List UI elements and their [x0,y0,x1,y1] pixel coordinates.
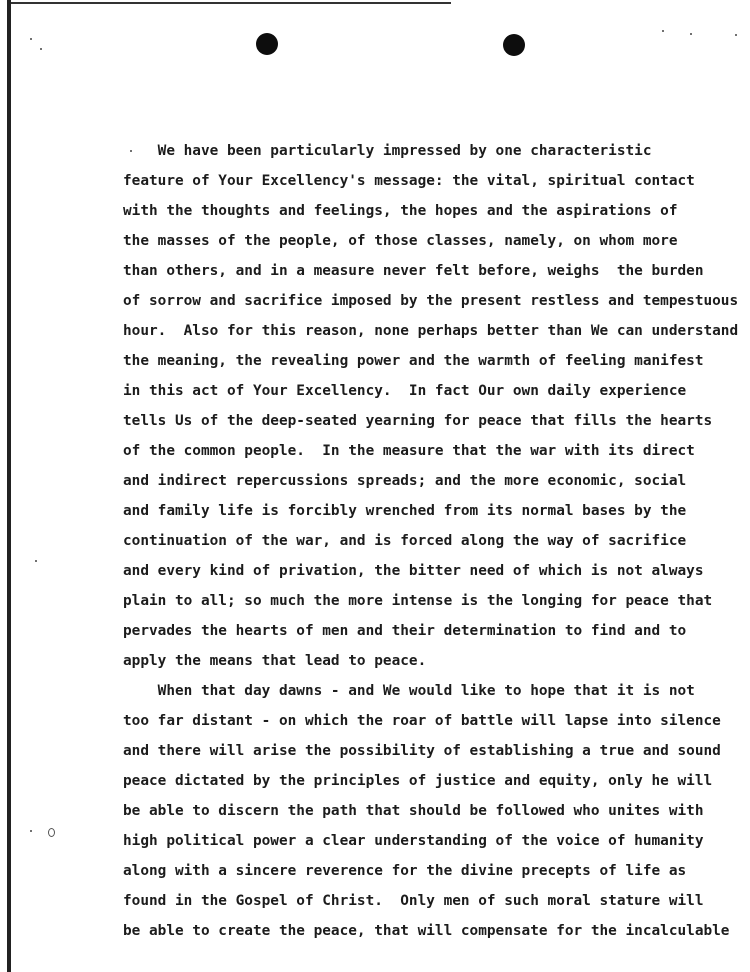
punch-hole-left [256,33,278,55]
speck [35,560,37,562]
text-line: high political power a clear understanding of the voice of humanity [123,833,704,849]
text-line: the meaning, the revealing power and the warmth of feeling manifest [123,353,704,369]
margin-mark [48,828,55,837]
text-line: found in the Gospel of Christ. Only men of such moral stature will [123,893,704,909]
page-left-edge [7,0,11,972]
text-line: and indirect repercussions spreads; and the more economic, social [123,473,687,489]
text-line: with the thoughts and feelings, the hopes and the aspirations of [123,203,678,219]
text-line: We have been particularly impressed by one characteristic [123,143,652,159]
page-top-edge [11,2,451,4]
punch-hole-right [503,34,525,56]
text-line: When that day dawns - and We would like to hope that it is not [123,683,695,699]
text-line: too far distant - on which the roar of battle will lapse into silence [123,713,721,729]
text-line: peace dictated by the principles of justice and equity, only he will [123,773,713,789]
speck [40,48,42,50]
text-line: feature of Your Excellency's message: the vital, spiritual contact [123,173,695,189]
text-line: plain to all; so much the more intense is the longing for peace that [123,593,713,609]
text-line: hour. Also for this reason, none perhaps better than We can understand [123,323,739,339]
text-line: and there will arise the possibility of establishing a true and sound [123,743,721,759]
text-line: of the common people. In the measure that the war with its direct [123,443,695,459]
text-line: be able to create the peace, that will compensate for the incalculable [123,923,730,939]
text-line: of sorrow and sacrifice imposed by the present restless and tempestuous [123,293,739,309]
text-line: and family life is forcibly wrenched from its normal bases by the [123,503,687,519]
text-line: than others, and in a measure never felt before, weighs the burden [123,263,704,279]
speck [30,38,32,40]
text-line: pervades the hearts of men and their determination to find and to [123,623,687,639]
text-line: continuation of the war, and is forced along the way of sacrifice [123,533,687,549]
text-line: and every kind of privation, the bitter need of which is not always [123,563,704,579]
text-line: tells Us of the deep-seated yearning for peace that fills the hearts [123,413,713,429]
speck [735,34,737,36]
speck [690,33,692,35]
speck [662,30,664,32]
text-line: in this act of Your Excellency. In fact Our own daily experience [123,383,687,399]
text-line: apply the means that lead to peace. [123,653,427,669]
speck [30,830,32,832]
text-line: along with a sincere reverence for the divine precepts of life as [123,863,687,879]
text-line: be able to discern the path that should be followed who unites with [123,803,704,819]
text-line: the masses of the people, of those classes, namely, on whom more [123,233,678,249]
